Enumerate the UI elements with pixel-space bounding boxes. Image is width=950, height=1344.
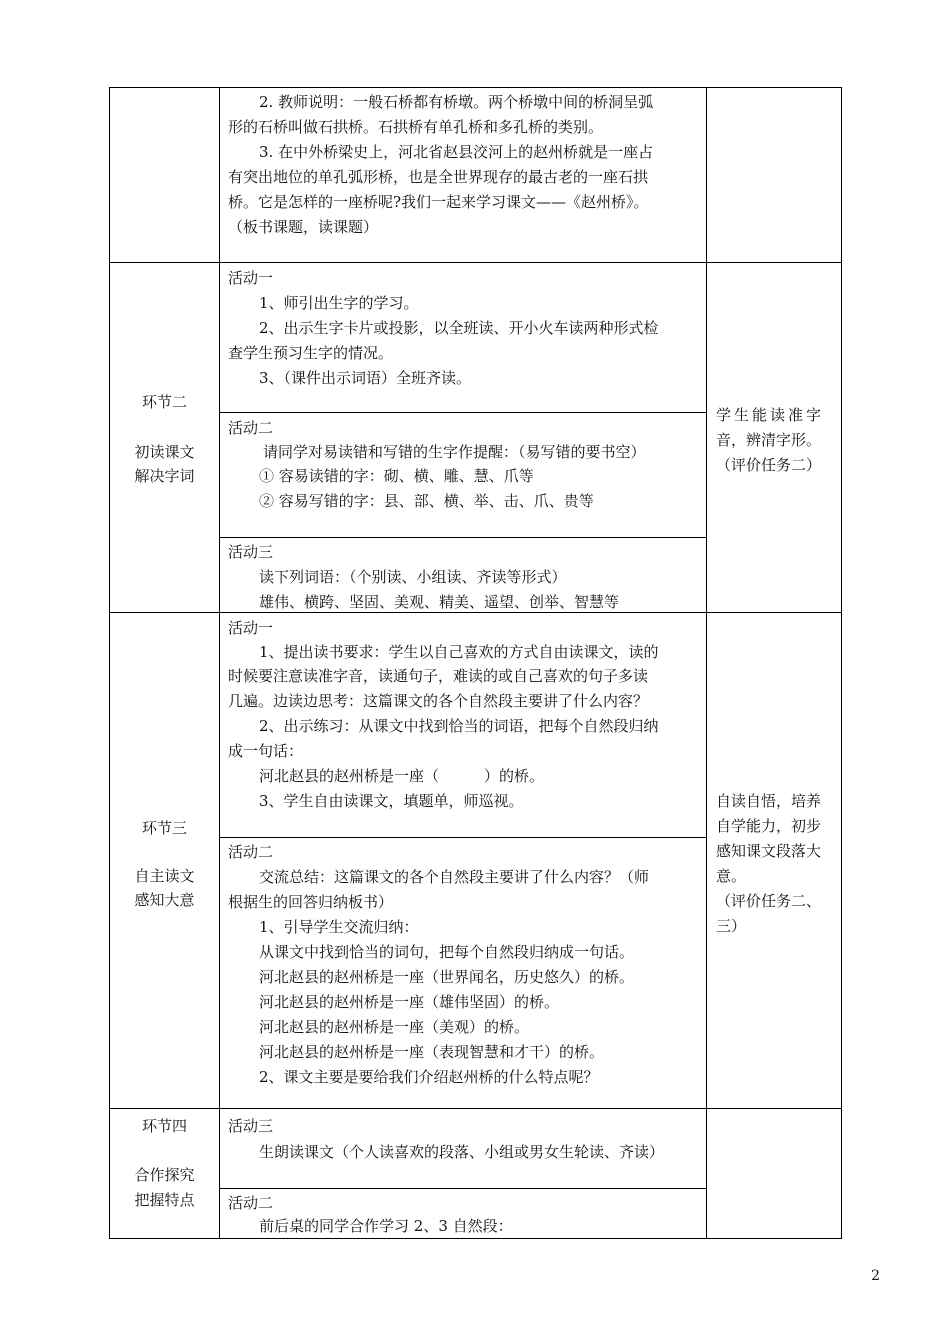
stage-subtitle: 感知大意 [134, 891, 195, 909]
activity-line: 时候要注意读准字音，读通句子，难读的或自己喜欢的句子多读 [228, 667, 649, 685]
activity-line: 根据生的回答归纳板书） [228, 893, 394, 911]
stage-subtitle: 自主读文 [134, 867, 195, 885]
activity-line: 雄伟、横跨、坚固、美观、精美、遥望、创举、智慧等 [259, 593, 620, 611]
activity-line: 1、提出读书要求：学生以自己喜欢的方式自由读课文，读的 [259, 643, 659, 661]
activity-title: 活动三 [228, 543, 274, 561]
activity-line: 1、师引出生字的学习。 [259, 294, 419, 312]
activity-line: 前后桌的同学合作学习 2、3 自然段： [259, 1217, 513, 1235]
page-number: 2 [871, 1268, 880, 1284]
evaluation-line: （评价任务二） [716, 456, 822, 474]
activity-line: 交流总结：这篇课文的各个自然段主要讲了什么内容？（师 [259, 868, 650, 886]
activity-title: 活动三 [228, 1117, 274, 1135]
stage-title: 环节三 [141, 819, 187, 837]
intro-line: 2. 教师说明：一般石桥都有桥墩。两个桥墩中间的桥洞呈弧 [259, 93, 654, 111]
stage-title: 环节四 [141, 1117, 187, 1135]
activity-title: 活动二 [228, 1194, 274, 1212]
activity-line: 河北赵县的赵州桥是一座（表现智慧和才干）的桥。 [259, 1043, 605, 1061]
stage-title: 环节二 [141, 393, 187, 411]
activity-line: 河北赵县的赵州桥是一座（ ）的桥。 [259, 767, 545, 785]
stage-subtitle: 解决字词 [134, 467, 195, 485]
activity-line: 生朗读课文（个人读喜欢的段落、小组或男女生轮读、齐读） [259, 1143, 665, 1161]
stage-subtitle: 把握特点 [134, 1191, 195, 1209]
activity-line: 读下列词语：（个别读、小组读、齐读等形式） [259, 568, 567, 586]
activity-line: 从课文中找到恰当的词句，把每个自然段归纳成一句话。 [259, 943, 635, 961]
activity-title: 活动一 [228, 619, 274, 637]
activity-line: ② 容易写错的字：县、部、横、举、击、爪、贵等 [259, 492, 594, 510]
activity-line: 请同学对易读错和写错的生字作提醒：（易写错的要书空） [263, 443, 646, 461]
intro-line: 桥。它是怎样的一座桥呢?我们一起来学习课文——《赵州桥》。 [228, 193, 649, 211]
evaluation-line: （评价任务二、 [716, 892, 822, 910]
activity-title: 活动一 [228, 269, 274, 287]
activity-line: 2、出示生字卡片或投影，以全班读、开小火车读两种形式检 [259, 319, 659, 337]
evaluation-line: 学生能读准字 [716, 406, 825, 424]
activity-line: 河北赵县的赵州桥是一座（世界闻名，历史悠久）的桥。 [259, 968, 635, 986]
activity-line: 3、学生自由读课文，填题单，师巡视。 [259, 792, 524, 810]
activity-title: 活动二 [228, 843, 274, 861]
activity-line: 河北赵县的赵州桥是一座（美观）的桥。 [259, 1018, 530, 1036]
evaluation-line: 自学能力，初步 [716, 817, 822, 835]
activity-line: 成一句话： [228, 742, 304, 760]
activity-line: 查学生预习生字的情况。 [228, 344, 394, 362]
stage-subtitle: 合作探究 [134, 1166, 195, 1184]
intro-line: 3. 在中外桥梁史上，河北省赵县洨河上的赵州桥就是一座占 [259, 143, 654, 161]
evaluation-line: 三） [716, 917, 747, 935]
evaluation-line: 音，辨清字形。 [716, 431, 822, 449]
activity-line: 1、引导学生交流归纳： [259, 918, 419, 936]
activity-line: 2、出示练习：从课文中找到恰当的词语，把每个自然段归纳 [259, 717, 659, 735]
evaluation-line: 自读自悟，培养 [716, 792, 822, 810]
stage-subtitle: 初读课文 [134, 443, 195, 461]
activity-line: 河北赵县的赵州桥是一座（雄伟坚固）的桥。 [259, 993, 560, 1011]
activity-line: 几遍。边读边思考：这篇课文的各个自然段主要讲了什么内容？ [228, 692, 649, 710]
activity-title: 活动二 [228, 419, 274, 437]
activity-line: 2、课文主要是要给我们介绍赵州桥的什么特点呢？ [259, 1068, 599, 1086]
intro-line: 有突出地位的单孔弧形桥，也是全世界现存的最古老的一座石拱 [228, 168, 649, 186]
intro-line: （板书课题，读课题） [228, 218, 379, 236]
evaluation-line: 感知课文段落大 [716, 842, 822, 860]
activity-line: 3、（课件出示词语）全班齐读。 [259, 369, 472, 387]
evaluation-line: 意。 [716, 867, 747, 885]
activity-line: ① 容易读错的字：砌、横、雕、慧、爪等 [259, 467, 534, 485]
intro-line: 形的石桥叫做石拱桥。石拱桥有单孔桥和多孔桥的类别。 [228, 118, 604, 136]
